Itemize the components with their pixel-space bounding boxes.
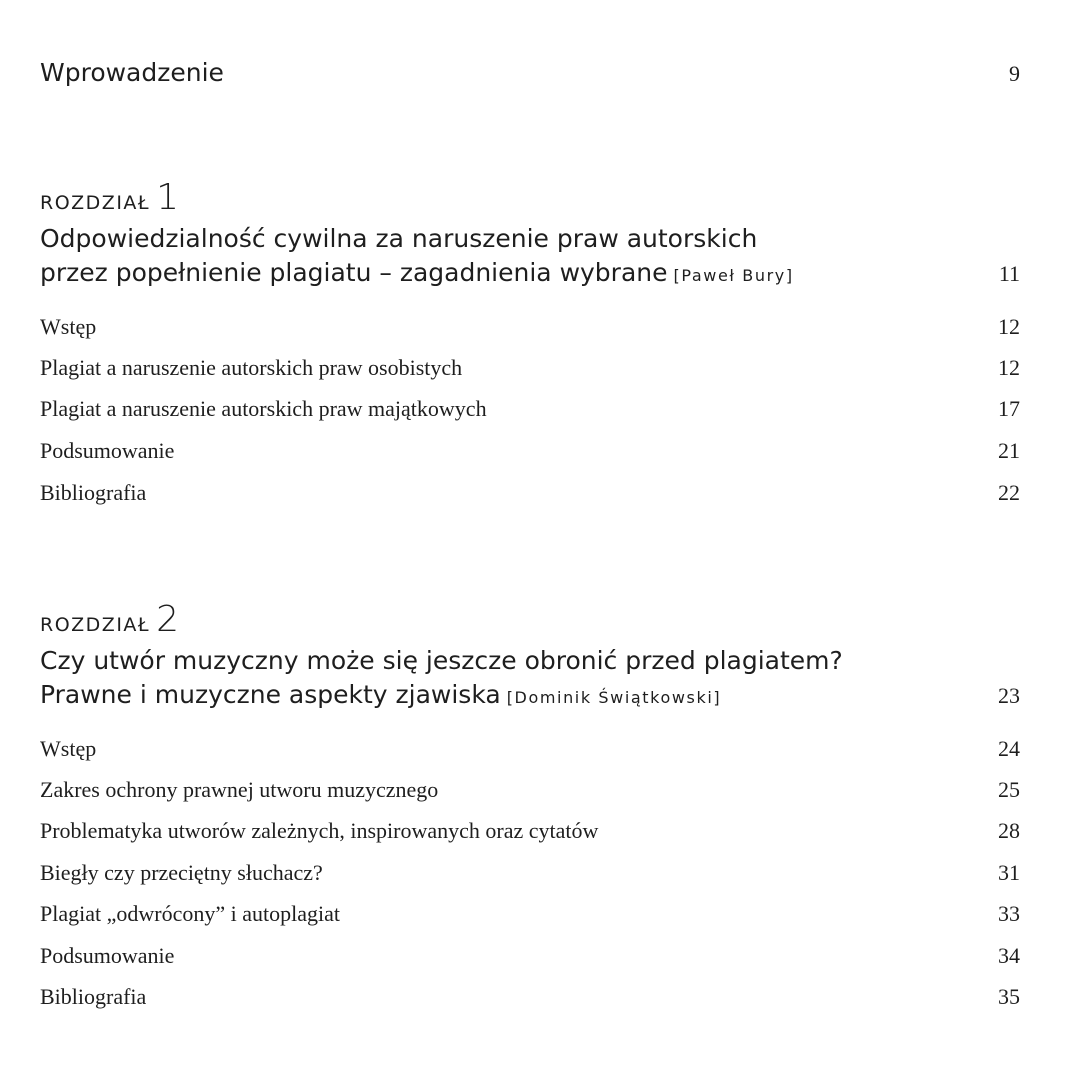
chapter-2-number: 2 (156, 599, 180, 640)
toc-entry-page: 25 (998, 777, 1020, 802)
toc-entry-title: Wstęp (40, 736, 97, 761)
toc-entry-title: Plagiat a naruszenie autorskich praw osobistych (40, 355, 463, 380)
toc-entry-page: 21 (998, 438, 1020, 463)
toc-entry-page: 28 (998, 818, 1020, 843)
toc-entry-page: 22 (998, 480, 1020, 505)
chapter-2-label (40, 599, 180, 640)
toc-entry-title: Bibliografia (40, 480, 147, 505)
toc-intro-title: Wprowadzenie (40, 58, 224, 87)
chapter-2-author: [Dominik Świątkowski] (506, 688, 722, 707)
toc-entry-page: 31 (998, 860, 1020, 885)
chapter-1-label (40, 177, 180, 218)
toc-entry (40, 779, 1020, 801)
toc-entry (40, 398, 1020, 420)
toc-entry (40, 482, 1020, 504)
toc-entry-title: Problematyka utworów zależnych, inspirowanych oraz cytatów (40, 818, 599, 843)
chapter-2-title-row (40, 680, 1020, 709)
toc-entry-page: 34 (998, 943, 1020, 968)
chapter-1-author: [Paweł Bury] (673, 266, 794, 285)
chapter-2-label-text: ROZDZIAŁ (40, 614, 151, 636)
chapter-1-title-row (40, 258, 1020, 287)
toc-entry (40, 357, 1020, 379)
toc-entry-page: 12 (998, 314, 1020, 339)
chapter-2-title-line2: Prawne i muzyczne aspekty zjawiska (40, 680, 501, 709)
chapter-1-title-line1: Odpowiedzialność cywilna za naruszenie praw autorskich (40, 224, 758, 253)
toc-entry (40, 903, 1020, 925)
toc-entry (40, 820, 1020, 842)
toc-entry (40, 316, 1020, 338)
toc-entry (40, 738, 1020, 760)
chapter-1-title-line2-wrap (40, 258, 794, 287)
chapter-1-label-text: ROZDZIAŁ (40, 192, 151, 214)
toc-entry (40, 986, 1020, 1008)
toc-entry-page: 12 (998, 355, 1020, 380)
chapter-2-page: 23 (998, 683, 1020, 708)
toc-entry-title: Zakres ochrony prawnej utworu muzycznego (40, 777, 439, 802)
chapter-1-page: 11 (998, 261, 1020, 286)
chapter-2-title-line2-wrap (40, 680, 721, 709)
toc-entry-page: 35 (998, 984, 1020, 1009)
chapter-1-number: 1 (156, 177, 180, 218)
chapter-2-title-line1: Czy utwór muzyczny może się jeszcze obronić przed plagiatem? (40, 646, 843, 675)
toc-entry (40, 945, 1020, 967)
toc-entry-title: Podsumowanie (40, 943, 175, 968)
toc-intro-page: 9 (1009, 61, 1020, 86)
toc-entry-page: 17 (998, 396, 1020, 421)
toc-entry (40, 862, 1020, 884)
toc-entry-title: Biegły czy przeciętny słuchacz? (40, 860, 323, 885)
chapter-1-title-line2: przez popełnienie plagiatu – zagadnienia wybrane (40, 258, 668, 287)
toc-entry-title: Podsumowanie (40, 438, 175, 463)
toc-entry (40, 440, 1020, 462)
toc-entry-page: 33 (998, 901, 1020, 926)
toc-entry-title: Wstęp (40, 314, 97, 339)
toc-entry-title: Plagiat „odwrócony” i autoplagiat (40, 901, 340, 926)
toc-entry-title: Bibliografia (40, 984, 147, 1009)
toc-entry-title: Plagiat a naruszenie autorskich praw majątkowych (40, 396, 487, 421)
toc-entry-page: 24 (998, 736, 1020, 761)
toc-intro-row (40, 58, 1020, 87)
